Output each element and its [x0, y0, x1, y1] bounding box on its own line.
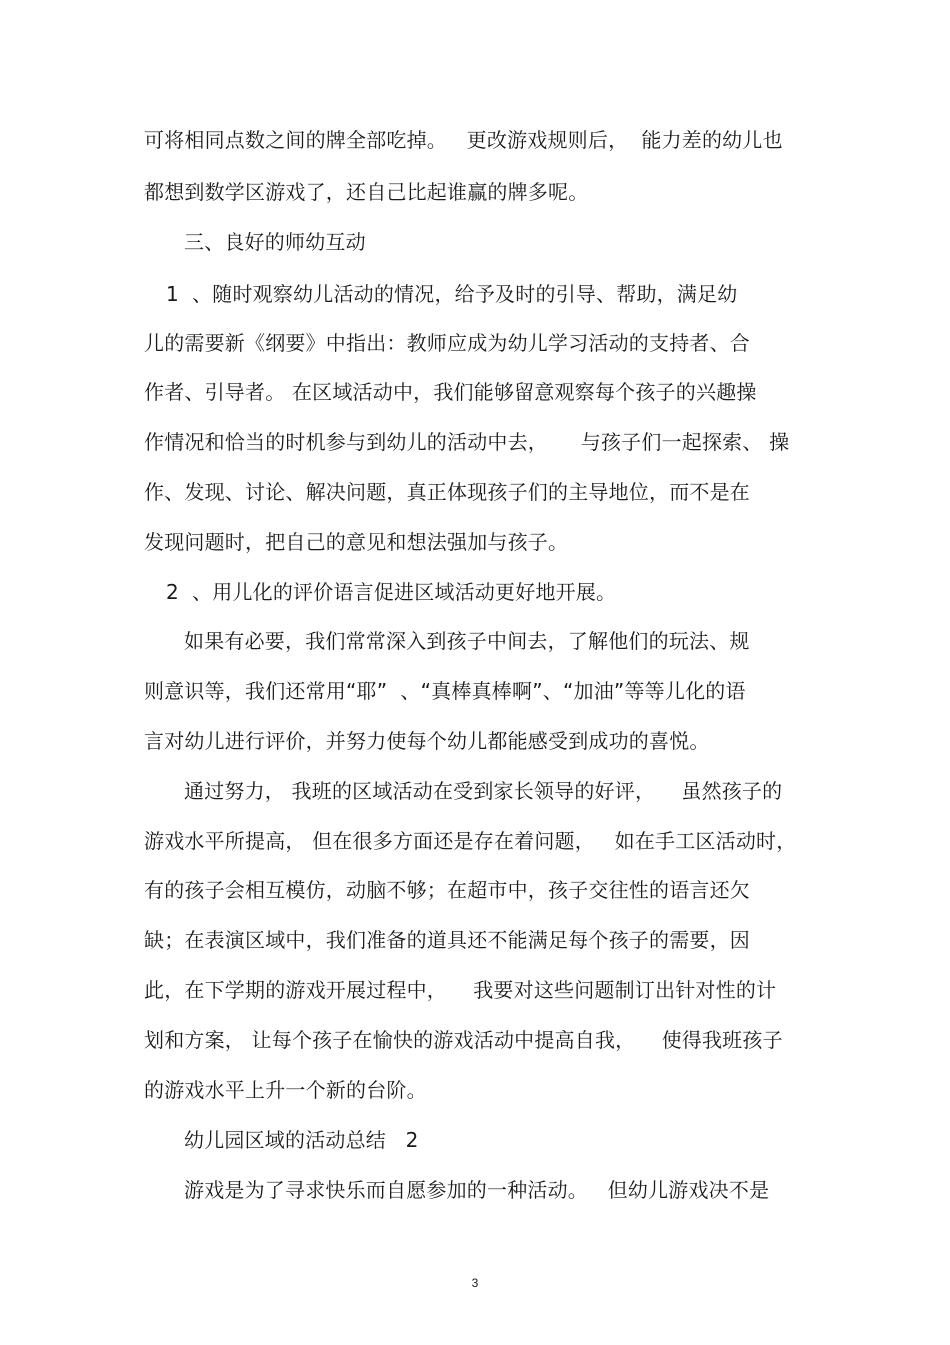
numbered-heading: 2 、用儿化的评价语言促进区域活动更好地开展。	[166, 580, 617, 604]
paragraph-line: 都想到数学区游戏了，还自己比起谁赢的牌多呢。	[144, 180, 589, 204]
numbered-heading: 1 、随时观察幼儿活动的情况，给予及时的引导、帮助，满足幼	[166, 282, 738, 306]
paragraph-line: 作、发现、讨论、解决问题，真正体现孩子们的主导地位，而不是在	[144, 480, 750, 504]
paragraph-line: 通过努力， 我班的区域活动在受到家长领导的好评， 虽然孩子的	[184, 779, 783, 803]
paragraph-line: 此，在下学期的游戏开展过程中， 我要对这些问题制订出针对性的计	[144, 978, 777, 1002]
paragraph-line: 游戏是为了寻求快乐而自愿参加的一种活动。 但幼儿游戏决不是	[184, 1178, 770, 1202]
section-heading: 三、良好的师幼互动	[184, 230, 366, 254]
paragraph-line: 儿的需要新《纲要》中指出：教师应成为幼儿学习活动的支持者、合	[144, 331, 750, 355]
paragraph-line: 则意识等，我们还常用“耶” 、“真棒真棒啊”、“加油”等等儿化的语	[144, 679, 746, 703]
paragraph-line: 有的孩子会相互模仿，动脑不够；在超市中，孩子交往性的语言还欠	[144, 878, 750, 902]
section-title: 幼儿园区域的活动总结 2	[184, 1128, 419, 1152]
paragraph-line: 的游戏水平上升一个新的台阶。	[144, 1078, 427, 1102]
page-number: 3	[471, 1276, 479, 1290]
paragraph-line: 划和方案， 让每个孩子在愉快的游戏活动中提高自我， 使得我班孩子	[144, 1028, 783, 1052]
paragraph-line: 游戏水平所提高， 但在很多方面还是存在着问题， 如在手工区活动时，	[144, 829, 797, 853]
paragraph-line: 作者、引导者。 在区域活动中，我们能够留意观察每个孩子的兴趣操	[144, 380, 757, 404]
paragraph-line: 发现问题时，把自己的意见和想法强加与孩子。	[144, 530, 569, 554]
paragraph-line: 言对幼儿进行评价，并努力使每个幼儿都能感受到成功的喜悦。	[144, 729, 710, 753]
paragraph-line: 缺；在表演区域中，我们准备的道具还不能满足每个孩子的需要，因	[144, 928, 750, 952]
paragraph-line: 作情况和恰当的时机参与到幼儿的活动中去， 与孩子们一起探索、 操	[144, 430, 790, 454]
paragraph-line: 如果有必要，我们常常深入到孩子中间去，了解他们的玩法、规	[184, 629, 750, 653]
paragraph-line: 可将相同点数之间的牌全部吃掉。 更改游戏规则后， 能力差的幼儿也	[144, 128, 783, 152]
